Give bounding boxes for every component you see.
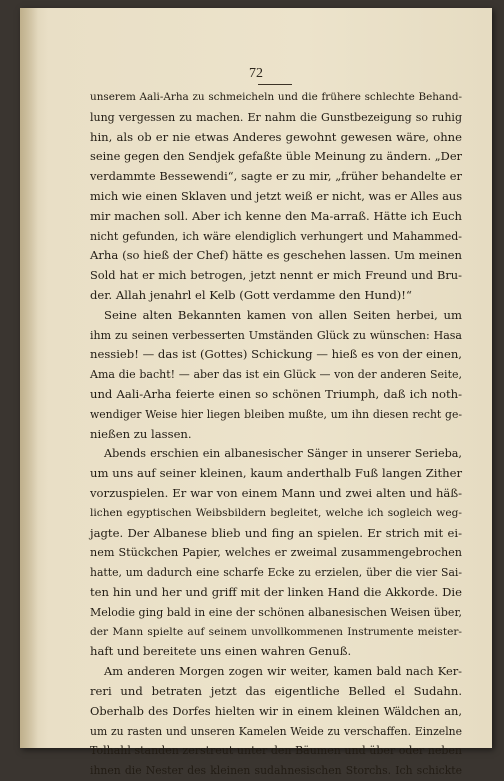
text-line: Seine alten Bekannten kamen von allen Seiten herbei, um <box>104 307 462 322</box>
text-line: Sold hat er mich betrogen, jetzt nennt er mich Freund und Bru- <box>90 268 462 283</box>
text-line: Arha (so hieß der Chef) hätte es geschehen lassen. Um meinen <box>90 248 462 263</box>
text-line: nem Stückchen Papier, welches er zweimal zusammengebrochen <box>90 546 462 560</box>
text-line: nießen zu lassen. <box>90 426 192 441</box>
text-line: Melodie ging bald in eine der schönen albanesischen Weisen über, <box>90 605 462 619</box>
body-text <box>90 88 462 781</box>
page-number: 72 <box>249 66 263 81</box>
text-line: ihnen die Nester des kleinen sudahnesischen Storchs. Ich schickte <box>90 764 462 778</box>
text-line: hin, als ob er nie etwas Anderes gewohnt gewesen wäre, ohne <box>90 129 462 144</box>
text-line: Abends erschien ein albanesischer Sänger in unserer Serieba, <box>104 447 462 461</box>
text-line: ihm zu seinen verbesserten Umständen Glück zu wünschen: Hasa <box>90 328 462 342</box>
text-line: wendiger Weise hier liegen bleiben mußte, um ihn diesen recht ge- <box>90 407 462 421</box>
text-line: um zu rasten und unseren Kamelen Weide zu verschaffen. Einzelne <box>90 724 462 738</box>
text-line: der Mann spielte auf seinem unvollkommenen Instrumente meister- <box>90 625 462 638</box>
text-line: ten hin und her und griff mit der linken Hand die Akkorde. Die <box>90 584 462 599</box>
text-line: Tolhahl standen zerstreut unter den Bäumen und über oder neben <box>90 744 462 758</box>
text-line: seine gegen den Sendjek gefaßte üble Meinung zu ändern. „Der <box>90 149 462 164</box>
text-line: mir machen soll. Aber ich kenne den Ma-arraß. Hätte ich Euch <box>90 208 462 223</box>
book-page <box>20 8 492 778</box>
text-line: jagte. Der Albanese blieb und fing an spielen. Er strich mit ei- <box>90 525 462 540</box>
text-line: nicht gefunden, ich wäre elendiglich verhungert und Mahammed- <box>90 229 462 243</box>
text-line: Am anderen Morgen zogen wir weiter, kamen bald nach Ker- <box>104 664 462 679</box>
page-gutter-shadow <box>20 8 38 748</box>
text-line: Ama die bacht! — aber das ist ein Glück — von der anderen Seite, <box>90 368 462 382</box>
text-line: nessieb! — das ist (Gottes) Schickung — hieß es von der einen, <box>90 347 462 362</box>
text-line: um uns auf seiner kleinen, kaum anderthalb Fuß langen Zither <box>90 466 462 481</box>
text-line: haft und bereitete uns einen wahren Genuß. <box>90 644 352 659</box>
text-line: vorzuspielen. Er war von einem Mann und zwei alten und häß- <box>90 485 462 500</box>
text-line: lichen egyptischen Weibsbildern begleitet, welche ich sogleich weg- <box>90 506 462 519</box>
text-line: hatte, um dadurch eine scharfe Ecke zu erzielen, über die vier Sai- <box>90 566 462 580</box>
text-line: reri und betraten jetzt das eigentliche Belled el Sudahn. <box>90 683 462 698</box>
text-line: verdammte Bessewendi“, sagte er zu mir, „früher behandelte er <box>90 169 462 184</box>
text-line: der. Allah jenahrl el Kelb (Gott verdamme den Hund)!“ <box>90 287 412 302</box>
text-line: mich wie einen Sklaven und jetzt weiß er nicht, was er Alles aus <box>90 188 463 203</box>
text-line: lung vergessen zu machen. Er nahm die Gunstbezeigung so ruhig <box>90 110 462 124</box>
text-line: unserem Aali-Arha zu schmeicheln und die frühere schlechte Behand- <box>90 91 462 103</box>
text-line: Oberhalb des Dorfes hielten wir in einem kleinen Wäldchen an, <box>90 703 462 718</box>
page-number-rule <box>258 84 292 85</box>
text-line: und Aali-Arha feierte einen so schönen Triumph, daß ich noth- <box>90 386 462 401</box>
